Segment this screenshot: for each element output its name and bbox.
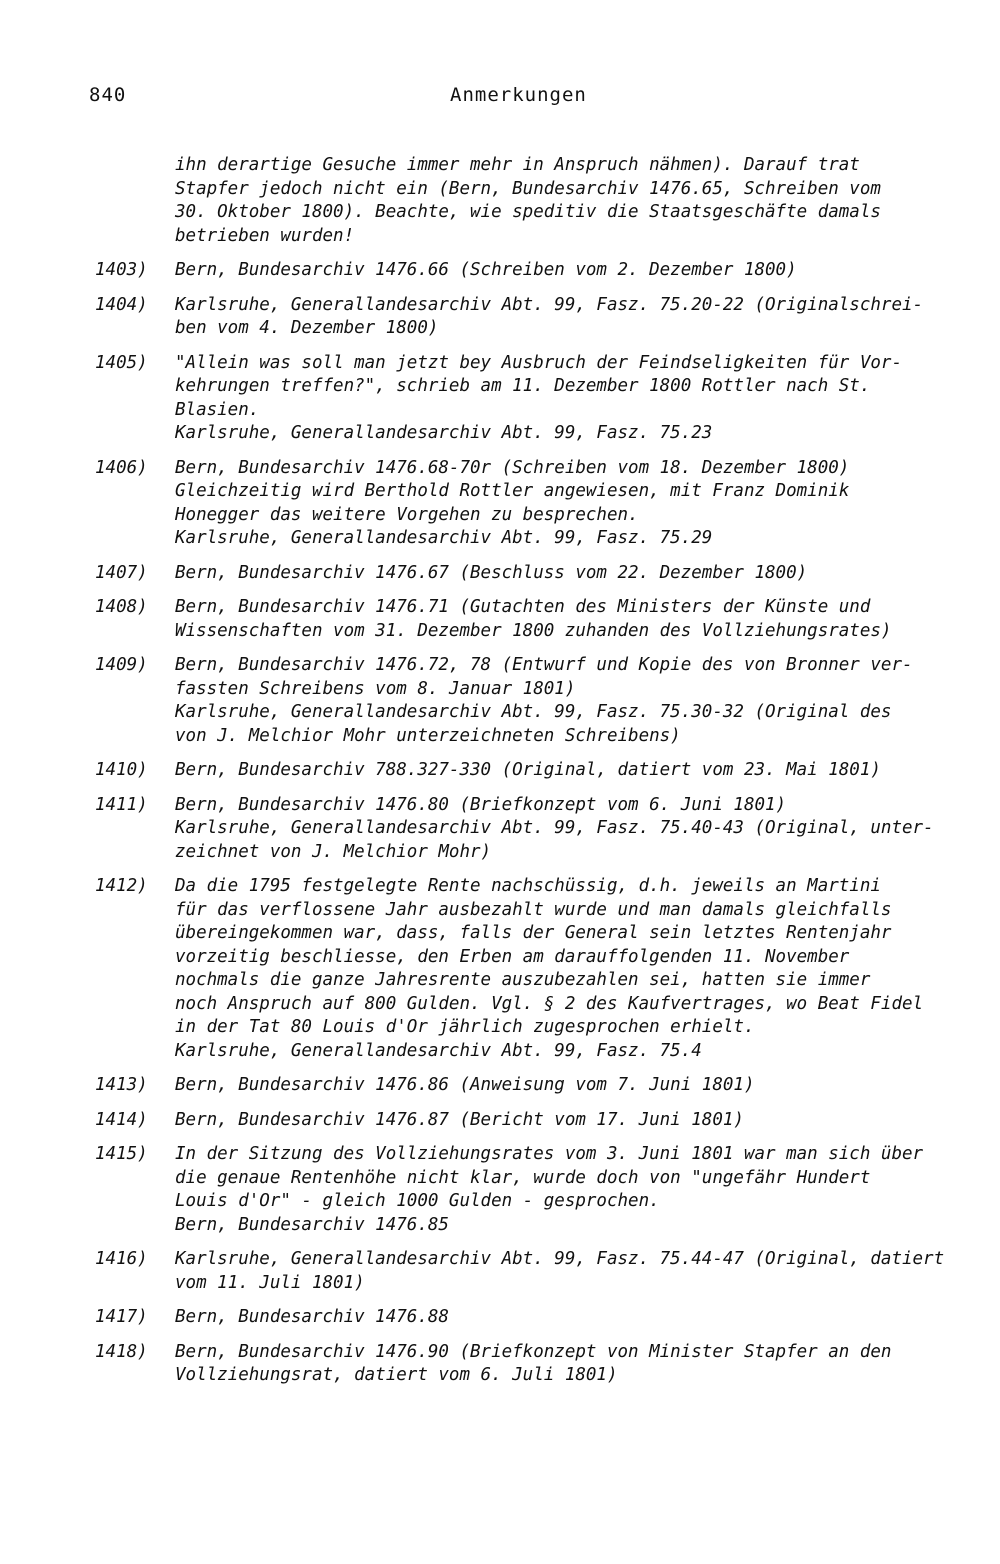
note-line: nochmals die ganze Jahresrente auszubezahlen sei, hatten sie immer [175,970,871,990]
note-line: ihn derartige Gesuche immer mehr in Anspruch nähmen). Darauf trat [175,155,860,175]
note-line: Bern, Bundesarchiv 1476.72, 78 (Entwurf und Kopie des von Bronner ver- [175,655,913,675]
note-text [175,1109,995,1133]
note-line: Bern, Bundesarchiv 1476.80 (Briefkonzept vom 6. Juni 1801) [175,794,787,815]
footnote-1408 [95,596,995,643]
page-number: 840 [89,84,127,106]
note-line: Wissenschaften vom 31. Dezember 1800 zuhanden des Vollziehungsrates) [175,620,892,641]
note-line: Bern, Bundesarchiv 1476.86 (Anweisung vom 7. Juni 1801) [175,1075,755,1095]
note-number: 1411) [95,794,148,815]
note-line: die genaue Rentenhöhe nicht klar, wurde doch von "ungefähr Hundert [175,1167,871,1188]
note-line: Karlsruhe, Generallandesarchiv Abt. 99, Fasz. 75.30-32 (Original des [175,702,892,722]
note-text [175,875,995,1063]
footnote-1413 [95,1074,995,1098]
note-line: Bern, Bundesarchiv 1476.85 [175,1214,449,1235]
note-line: Karlsruhe, Generallandesarchiv Abt. 99, Fasz. 75.44-47 (Original, datiert [175,1249,945,1269]
note-line: zeichnet von J. Melchior Mohr) [175,841,492,862]
footnote-1412 [95,875,995,1063]
footnote-1406 [95,457,995,551]
note-line: Bern, Bundesarchiv 1476.88 [175,1307,449,1327]
footnote-1411 [95,794,995,865]
note-line: Vollziehungsrat, datiert vom 6. Juli 1801) [175,1365,618,1385]
note-line: Bern, Bundesarchiv 788.327-330 (Original, datiert vom 23. Mai 1801) [175,760,881,780]
note-line: Gleichzeitig wird Berthold Rottler angewiesen, mit Franz Dominik [175,481,850,501]
note-line: "Allein was soll man jetzt bey Ausbruch der Feindseligkeiten für Vor- [175,352,902,373]
footnote-1418 [95,1341,995,1388]
note-number: 1418) [95,1341,148,1362]
footnote-1404 [95,294,995,341]
footnote-1414 [95,1109,995,1133]
continued-note [95,154,995,248]
note-line: Karlsruhe, Generallandesarchiv Abt. 99, Fasz. 75.23 [175,423,713,443]
note-number: 1412) [95,876,148,896]
note-text [175,1248,995,1295]
note-line: von J. Melchior Mohr unterzeichneten Schreibens) [175,725,681,746]
note-number: 1410) [95,760,148,780]
note-line: Bern, Bundesarchiv 1476.68-70r (Schreiben vom 18. Dezember 1800) [175,457,850,478]
note-line: Da die 1795 festgelegte Rente nachschüssig, d.h. jeweils an Martini [175,876,881,896]
footnote-1409 [95,654,995,748]
note-text [175,259,995,283]
note-text [175,562,995,586]
footnote-1417 [95,1306,995,1330]
note-line: Honegger das weitere Vorgehen zu besprechen. [175,504,639,525]
note-number: 1417) [95,1307,148,1327]
note-number: 1416) [95,1249,148,1269]
note-text [175,794,995,865]
notes-list [95,154,995,1399]
note-text [175,457,995,551]
note-number: 1415) [95,1144,148,1164]
note-line: Stapfer jedoch nicht ein (Bern, Bundesarchiv 1476.65, Schreiben vom [175,178,881,199]
note-text [175,294,995,341]
note-number: 1408) [95,597,148,617]
note-text [175,1341,995,1388]
note-text [175,1074,995,1098]
note-line: Bern, Bundesarchiv 1476.90 (Briefkonzept von Minister Stapfer an den [175,1341,892,1362]
note-number: 1405) [95,352,148,373]
note-line: für das verflossene Jahr ausbezahlt wurde und man damals gleichfalls [175,899,892,920]
note-line: Bern, Bundesarchiv 1476.87 (Bericht vom 17. Juni 1801) [175,1109,744,1130]
note-number: 1403) [95,260,148,280]
note-line: kehrungen treffen?", schrieb am 11. Dezember 1800 Rottler nach St. [175,376,871,396]
note-text [175,596,995,643]
note-number [95,154,175,248]
note-number: 1407) [95,562,148,583]
note-text [175,654,995,748]
footnote-1415 [95,1143,995,1237]
note-line: ben vom 4. Dezember 1800) [175,318,439,338]
note-line: In der Sitzung des Vollziehungsrates vom 3. Juni 1801 war man sich über [175,1144,924,1164]
note-line: fassten Schreibens vom 8. Januar 1801) [175,678,576,699]
note-text [175,352,995,446]
note-text [175,1306,995,1330]
footnote-1405 [95,352,995,446]
note-line: Karlsruhe, Generallandesarchiv Abt. 99, Fasz. 75.20-22 (Originalschrei- [175,294,924,315]
note-line: Bern, Bundesarchiv 1476.67 (Beschluss vom 22. Dezember 1800) [175,562,808,583]
note-line: 30. Oktober 1800). Beachte, wie speditiv die Staatsgeschäfte damals [175,202,881,222]
footnote-1416 [95,1248,995,1295]
note-line: Karlsruhe, Generallandesarchiv Abt. 99, Fasz. 75.29 [175,528,713,548]
note-line: vorzeitig beschliesse, den Erben am darauffolgenden 11. November [175,946,850,967]
running-title: Anmerkungen [450,84,587,106]
note-number: 1404) [95,294,148,315]
note-text [175,759,995,783]
note-line: Louis d'Or" - gleich 1000 Gulden - gesprochen. [175,1191,660,1211]
note-number: 1414) [95,1109,148,1130]
note-number: 1406) [95,457,148,478]
note-line: noch Anspruch auf 800 Gulden. Vgl. § 2 des Kaufvertrages, wo Beat Fidel [175,993,924,1014]
note-line: übereingekommen war, dass, falls der General sein letztes Rentenjahr [175,923,892,943]
note-line: betrieben wurden! [175,225,355,246]
note-text [175,1143,995,1237]
note-text [175,154,995,248]
note-number: 1413) [95,1075,148,1095]
note-line: Bern, Bundesarchiv 1476.66 (Schreiben vom 2. Dezember 1800) [175,260,797,280]
footnote-1410 [95,759,995,783]
note-line: Karlsruhe, Generallandesarchiv Abt. 99, Fasz. 75.4 [175,1040,702,1061]
note-line: vom 11. Juli 1801) [175,1272,365,1293]
note-line: Bern, Bundesarchiv 1476.71 (Gutachten des Ministers der Künste und [175,597,871,617]
note-line: in der Tat 80 Louis d'Or jährlich zugesprochen erhielt. [175,1017,755,1037]
note-number: 1409) [95,655,148,675]
note-line: Blasien. [175,399,260,420]
footnote-1403 [95,259,995,283]
note-line: Karlsruhe, Generallandesarchiv Abt. 99, Fasz. 75.40-43 (Original, unter- [175,818,934,838]
footnote-1407 [95,562,995,586]
